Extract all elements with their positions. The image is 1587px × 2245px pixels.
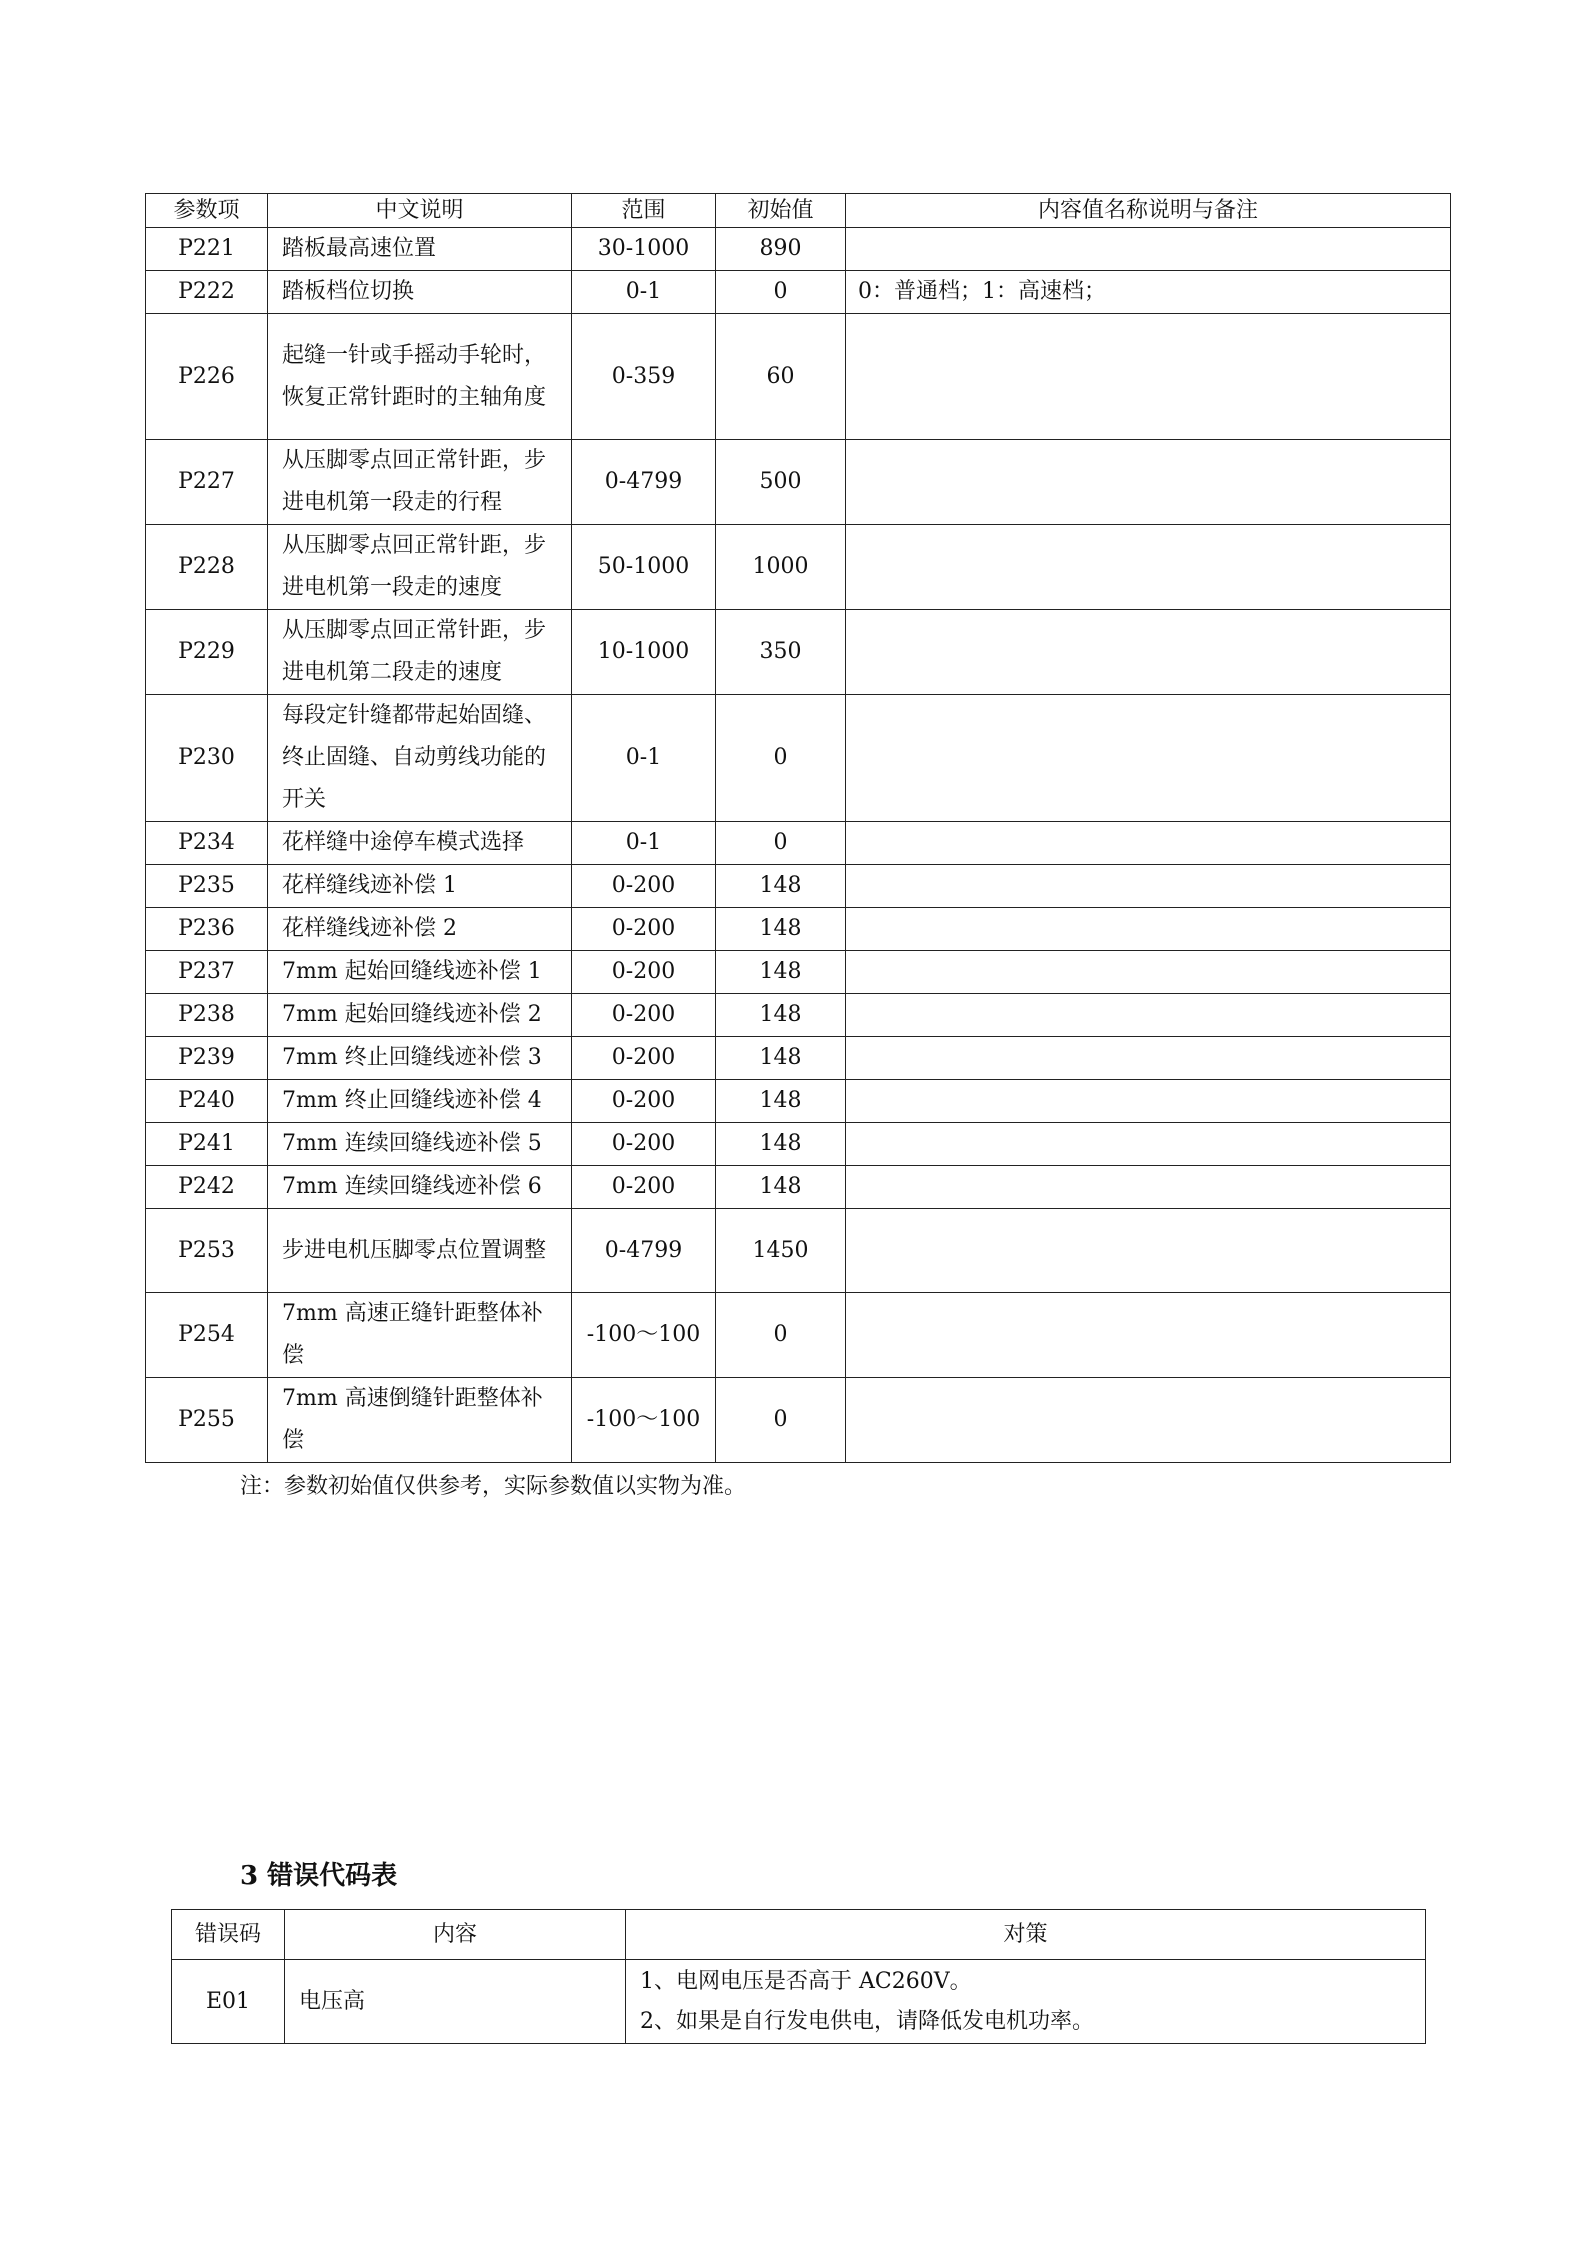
parameter-table-header-row xyxy=(146,194,1451,228)
table-row xyxy=(172,1960,1426,2044)
param-range-cell: 0-4799 xyxy=(572,1209,716,1293)
table-row xyxy=(146,1080,1451,1123)
error-countermeasure-cell xyxy=(626,1960,1426,2044)
param-note-cell xyxy=(846,314,1451,440)
param-initial-value-cell: 148 xyxy=(716,951,846,994)
header-countermeasure: 对策 xyxy=(626,1910,1426,1960)
param-note-cell xyxy=(846,1166,1451,1209)
param-initial-value-cell: 0 xyxy=(716,271,846,314)
table-row xyxy=(146,271,1451,314)
header-error-content: 内容 xyxy=(285,1910,626,1960)
table-row xyxy=(146,1293,1451,1378)
table-row xyxy=(146,440,1451,525)
header-error-code: 错误码 xyxy=(172,1910,285,1960)
table-row xyxy=(146,908,1451,951)
param-description-cell: 花样缝中途停车模式选择 xyxy=(268,822,572,865)
param-note-cell xyxy=(846,1293,1451,1378)
param-initial-value-cell: 500 xyxy=(716,440,846,525)
param-code-cell: P221 xyxy=(146,228,268,271)
param-description-cell: 7mm 起始回缝线迹补偿 2 xyxy=(268,994,572,1037)
param-code-cell: P230 xyxy=(146,695,268,822)
param-description-cell: 7mm 高速倒缝针距整体补偿 xyxy=(268,1378,572,1463)
param-code-cell: P255 xyxy=(146,1378,268,1463)
table-row xyxy=(146,525,1451,610)
param-initial-value-cell: 148 xyxy=(716,1037,846,1080)
param-note-cell xyxy=(846,1037,1451,1080)
parameter-footnote: 注：参数初始值仅供参考，实际参数值以实物为准。 xyxy=(240,1474,747,1499)
param-note-cell xyxy=(846,1080,1451,1123)
param-range-cell: 0-1 xyxy=(572,695,716,822)
param-note-cell xyxy=(846,822,1451,865)
table-row xyxy=(146,1123,1451,1166)
param-initial-value-cell: 148 xyxy=(716,908,846,951)
table-row xyxy=(146,610,1451,695)
param-description-cell: 花样缝线迹补偿 2 xyxy=(268,908,572,951)
param-range-cell: -100～100 xyxy=(572,1378,716,1463)
param-range-cell: 0-200 xyxy=(572,1037,716,1080)
error-table-body xyxy=(172,1960,1426,2044)
param-note-cell xyxy=(846,1209,1451,1293)
param-range-cell: 0-200 xyxy=(572,1123,716,1166)
param-initial-value-cell: 1000 xyxy=(716,525,846,610)
param-initial-value-cell: 148 xyxy=(716,1080,846,1123)
param-initial-value-cell: 148 xyxy=(716,1166,846,1209)
table-row xyxy=(146,1037,1451,1080)
param-initial-value-cell: 890 xyxy=(716,228,846,271)
param-description-cell: 7mm 高速正缝针距整体补偿 xyxy=(268,1293,572,1378)
header-range: 范围 xyxy=(572,194,716,228)
error-code-cell: E01 xyxy=(172,1960,285,2044)
param-code-cell: P253 xyxy=(146,1209,268,1293)
param-description-cell: 踏板最高速位置 xyxy=(268,228,572,271)
param-description-cell: 从压脚零点回正常针距，步进电机第二段走的速度 xyxy=(268,610,572,695)
param-note-cell xyxy=(846,228,1451,271)
table-row xyxy=(146,951,1451,994)
param-range-cell: 0-359 xyxy=(572,314,716,440)
param-code-cell: P234 xyxy=(146,822,268,865)
countermeasure-line: 2、如果是自行发电供电，请降低发电机功率。 xyxy=(640,2008,1094,2034)
param-description-cell: 7mm 连续回缝线迹补偿 5 xyxy=(268,1123,572,1166)
param-code-cell: P236 xyxy=(146,908,268,951)
param-code-cell: P241 xyxy=(146,1123,268,1166)
param-note-cell xyxy=(846,1123,1451,1166)
param-range-cell: 10-1000 xyxy=(572,610,716,695)
param-range-cell: -100～100 xyxy=(572,1293,716,1378)
param-note-cell: 0：普通档；1：高速档； xyxy=(846,271,1451,314)
param-note-cell xyxy=(846,695,1451,822)
param-range-cell: 0-200 xyxy=(572,908,716,951)
table-row xyxy=(146,228,1451,271)
param-note-cell xyxy=(846,610,1451,695)
table-row xyxy=(146,695,1451,822)
param-initial-value-cell: 60 xyxy=(716,314,846,440)
param-code-cell: P242 xyxy=(146,1166,268,1209)
param-note-cell xyxy=(846,865,1451,908)
section-title: 3 错误代码表 xyxy=(240,1861,398,1891)
param-description-cell: 从压脚零点回正常针距，步进电机第一段走的速度 xyxy=(268,525,572,610)
param-note-cell xyxy=(846,908,1451,951)
param-description-cell: 7mm 起始回缝线迹补偿 1 xyxy=(268,951,572,994)
countermeasure-line: 1、电网电压是否高于 AC260V。 xyxy=(640,1968,972,1994)
param-code-cell: P235 xyxy=(146,865,268,908)
param-description-cell: 每段定针缝都带起始固缝、终止固缝、自动剪线功能的开关 xyxy=(268,695,572,822)
param-range-cell: 0-1 xyxy=(572,271,716,314)
param-range-cell: 50-1000 xyxy=(572,525,716,610)
param-initial-value-cell: 350 xyxy=(716,610,846,695)
param-note-cell xyxy=(846,440,1451,525)
param-code-cell: P228 xyxy=(146,525,268,610)
param-description-cell: 花样缝线迹补偿 1 xyxy=(268,865,572,908)
param-description-cell: 从压脚零点回正常针距，步进电机第一段走的行程 xyxy=(268,440,572,525)
param-description-cell: 踏板档位切换 xyxy=(268,271,572,314)
param-range-cell: 0-200 xyxy=(572,951,716,994)
param-initial-value-cell: 0 xyxy=(716,1293,846,1378)
param-range-cell: 0-200 xyxy=(572,865,716,908)
error-content-cell: 电压高 xyxy=(285,1960,626,2044)
parameter-table-body xyxy=(146,228,1451,1463)
param-initial-value-cell: 0 xyxy=(716,1378,846,1463)
table-row xyxy=(146,994,1451,1037)
param-code-cell: P239 xyxy=(146,1037,268,1080)
table-row xyxy=(146,1378,1451,1463)
param-code-cell: P238 xyxy=(146,994,268,1037)
param-description-cell: 起缝一针或手摇动手轮时，恢复正常针距时的主轴角度 xyxy=(268,314,572,440)
param-initial-value-cell: 0 xyxy=(716,695,846,822)
param-code-cell: P229 xyxy=(146,610,268,695)
header-chinese-description: 中文说明 xyxy=(268,194,572,228)
param-code-cell: P222 xyxy=(146,271,268,314)
table-row xyxy=(146,822,1451,865)
param-initial-value-cell: 1450 xyxy=(716,1209,846,1293)
param-initial-value-cell: 148 xyxy=(716,865,846,908)
param-code-cell: P227 xyxy=(146,440,268,525)
param-code-cell: P240 xyxy=(146,1080,268,1123)
param-range-cell: 30-1000 xyxy=(572,228,716,271)
parameter-table xyxy=(145,193,1451,1463)
table-row xyxy=(146,314,1451,440)
header-param-code: 参数项 xyxy=(146,194,268,228)
error-code-table xyxy=(171,1909,1426,2044)
header-initial-value: 初始值 xyxy=(716,194,846,228)
param-initial-value-cell: 148 xyxy=(716,1123,846,1166)
param-range-cell: 0-4799 xyxy=(572,440,716,525)
table-row xyxy=(146,865,1451,908)
param-note-cell xyxy=(846,1378,1451,1463)
param-initial-value-cell: 0 xyxy=(716,822,846,865)
table-row xyxy=(146,1166,1451,1209)
param-note-cell xyxy=(846,994,1451,1037)
param-range-cell: 0-200 xyxy=(572,994,716,1037)
param-description-cell: 7mm 终止回缝线迹补偿 3 xyxy=(268,1037,572,1080)
param-description-cell: 7mm 终止回缝线迹补偿 4 xyxy=(268,1080,572,1123)
param-range-cell: 0-200 xyxy=(572,1166,716,1209)
header-content-notes: 内容值名称说明与备注 xyxy=(846,194,1451,228)
param-note-cell xyxy=(846,951,1451,994)
table-row xyxy=(146,1209,1451,1293)
param-description-cell: 步进电机压脚零点位置调整 xyxy=(268,1209,572,1293)
param-description-cell: 7mm 连续回缝线迹补偿 6 xyxy=(268,1166,572,1209)
param-note-cell xyxy=(846,525,1451,610)
param-code-cell: P254 xyxy=(146,1293,268,1378)
error-table-header-row xyxy=(172,1910,1426,1960)
param-code-cell: P226 xyxy=(146,314,268,440)
param-range-cell: 0-200 xyxy=(572,1080,716,1123)
param-initial-value-cell: 148 xyxy=(716,994,846,1037)
param-range-cell: 0-1 xyxy=(572,822,716,865)
param-code-cell: P237 xyxy=(146,951,268,994)
